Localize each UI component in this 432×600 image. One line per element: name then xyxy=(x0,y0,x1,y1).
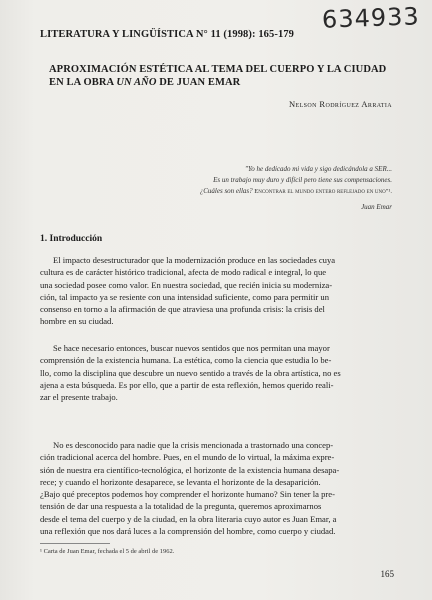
article-title xyxy=(49,63,396,89)
paragraph-2 xyxy=(40,342,396,403)
paragraph-line: ción, tal impacto ya se resiente con una intensidad suficiente, como para permitir un xyxy=(40,291,329,302)
paragraph-line: una reflexión que nos dará luces a la comprensión del hombre, como cuerpo y ciudad. xyxy=(40,526,336,537)
footnote-divider xyxy=(40,543,110,544)
epigraph-line-1: "Yo he dedicado mi vida y sigo dedicándola a SER... xyxy=(245,165,392,173)
epigraph-answer: Encontrar el mundo entero reflejado en uno"¹. xyxy=(252,188,392,195)
title-line-2-pre: EN LA OBRA xyxy=(49,77,117,88)
paragraph-line: sión de nuestra era científico-tecnológica, el horizonte de la existencia humana desapa- xyxy=(40,464,340,475)
epigraph-line-3 xyxy=(142,186,392,197)
paragraph-line: tensión de dar una respuesta a la totalidad de la pregunta, queremos aproximarnos xyxy=(40,501,322,512)
epigraph xyxy=(142,164,392,213)
paragraph-line: desde el tema del cuerpo y de la ciudad, en la obra literaria cuyo autor es Juan Emar, a xyxy=(40,513,337,524)
paragraph-line: cultura es de carácter histórico tradicional, afecta de modo radical e integral, lo que xyxy=(40,267,327,278)
paragraph-line: rece; y cuando el horizonte desaparece, se levanta el horizonte de la desaparición. xyxy=(40,476,321,487)
page-number: 165 xyxy=(380,569,394,579)
paragraph-line: comprensión de la existencia humana. La estética, como la ciencia que estudia lo be- xyxy=(40,355,332,366)
paragraph-line: El impacto desestructurador que la modernización produce en las sociedades cuya xyxy=(53,255,336,265)
epigraph-signature: Juan Emar xyxy=(361,203,392,211)
section-heading: 1. Introducción xyxy=(40,234,103,244)
paragraph-line: ción tradicional acerca del hombre. Pues, en el mundo de lo virtual, la máxima expre- xyxy=(40,452,335,463)
paragraph-line: ajena a esta búsqueda. Es por ello, que a partir de esta reflexión, hemos querido reali- xyxy=(40,379,334,390)
paragraph-line: zar el presente trabajo. xyxy=(40,392,118,403)
paragraph-3 xyxy=(40,439,396,537)
paragraph-line: ¿Bajo qué preceptos podemos hoy comprender el horizonte humano? Sin tener la pre- xyxy=(40,489,335,500)
title-work-name: UN AÑO xyxy=(116,77,157,88)
footnote: ¹ Carta de Juan Emar, fechada el 5 de abril de 1962. xyxy=(40,548,175,555)
title-line-2 xyxy=(49,76,396,89)
epigraph-question: ¿Cuáles son ellas? xyxy=(199,187,253,195)
paragraph-line: No es desconocido para nadie que la crisis mencionada a trastornado una concep- xyxy=(53,440,334,450)
paragraph-line: hombre en su ciudad. xyxy=(40,316,114,327)
journal-header: LITERATURA Y LINGÜÍSTICA N° 11 (1998): 165-179 xyxy=(40,29,295,40)
paragraph-1 xyxy=(40,254,396,328)
title-line-2-post: DE JUAN EMAR xyxy=(156,77,241,88)
paragraph-line: consenso en torno a la afirmación de que atraviesa una profunda crisis: la crisis del xyxy=(40,304,325,315)
author-name: Nelson Rodríguez Arratia xyxy=(289,99,392,109)
title-line-1: APROXIMACIÓN ESTÉTICA AL TEMA DEL CUERPO Y LA CIUDAD xyxy=(49,64,387,75)
handwritten-catalog-number: 634933 xyxy=(321,2,421,34)
paragraph-line: una sociedad posee como valor. En nuestra sociedad, que recién inicia su moderniza- xyxy=(40,279,333,290)
paragraph-line: llo, como la disciplina que descubre un nuevo sentido a través de la obra artística, no es xyxy=(40,367,341,378)
epigraph-line-2: Es un trabajo muy duro y difícil pero tiene sus compensaciones. xyxy=(213,176,392,184)
paragraph-line: Se hace necesario entonces, buscar nuevos sentidos que nos permitan una mayor xyxy=(53,343,330,353)
